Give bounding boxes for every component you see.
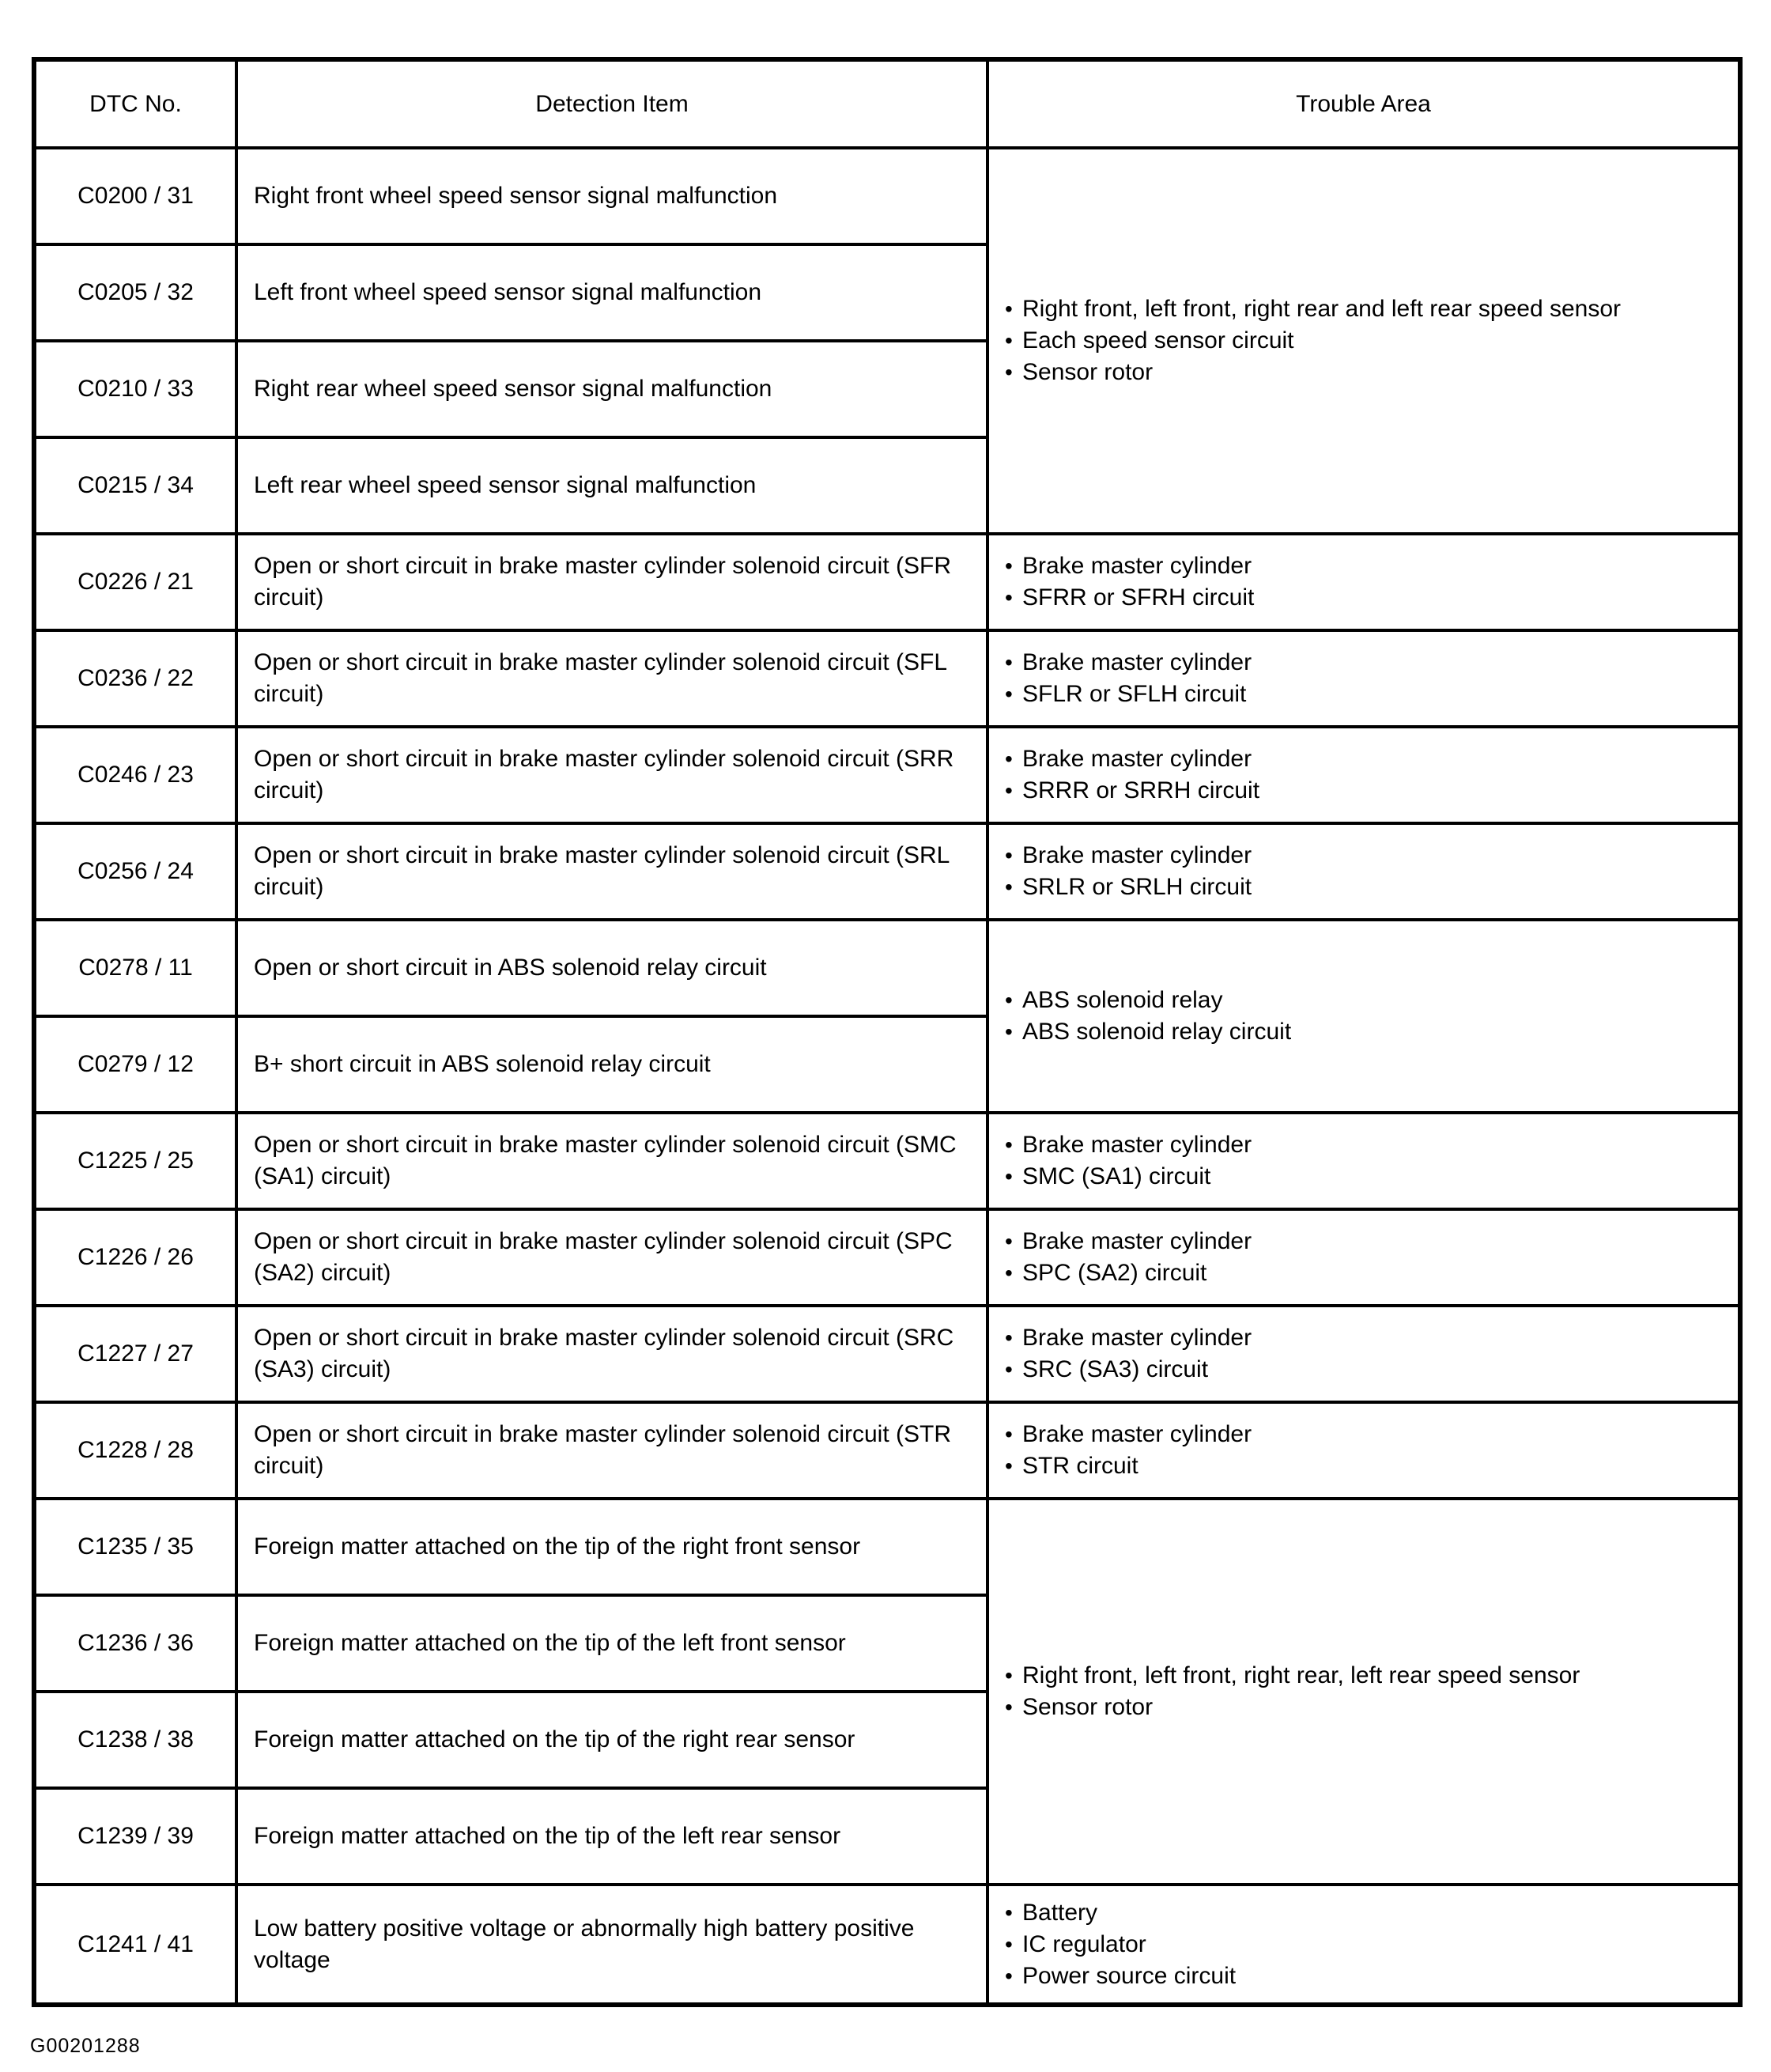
trouble-bullet-line [1005, 1897, 1727, 1929]
bullet-icon: • [1005, 328, 1013, 353]
footer-code: G00201288 [30, 2035, 141, 2057]
trouble-bullet-line [1005, 1450, 1727, 1482]
bullet-icon: • [1005, 778, 1013, 803]
trouble-text: ABS solenoid relay [1022, 987, 1223, 1013]
dtc-cell: C1235 / 35 [34, 1499, 236, 1595]
trouble-bullet-line [1005, 1354, 1727, 1386]
dtc-cell: C1236 / 36 [34, 1595, 236, 1692]
dtc-cell: C0226 / 21 [34, 534, 236, 630]
trouble-area-cell [987, 1306, 1740, 1402]
trouble-area-cell [987, 1885, 1740, 2005]
detection-item-cell: Open or short circuit in brake master cylinder solenoid circuit (SRL circuit) [236, 823, 987, 920]
trouble-bullet-line [1005, 1016, 1727, 1048]
header-row [34, 59, 1740, 148]
trouble-bullet-line [1005, 1322, 1727, 1354]
trouble-text: SFLR or SFLH circuit [1022, 681, 1247, 707]
trouble-text: Right front, left front, right rear and left rear speed sensor [1022, 296, 1622, 322]
trouble-area-cell [987, 727, 1740, 823]
trouble-bullet-line [1005, 1692, 1727, 1723]
dtc-cell: C0236 / 22 [34, 630, 236, 727]
dtc-cell: C0246 / 23 [34, 727, 236, 823]
header-detection-item: Detection Item [236, 59, 987, 148]
dtc-table [32, 57, 1743, 2007]
trouble-text: Each speed sensor circuit [1022, 327, 1294, 354]
table-row [34, 1499, 1740, 1595]
trouble-bullet-line [1005, 679, 1727, 710]
bullet-icon: • [1005, 1357, 1013, 1382]
bullet-icon: • [1005, 1019, 1013, 1044]
bullet-icon: • [1005, 1900, 1013, 1925]
header-dtc-no: DTC No. [34, 59, 236, 148]
table-row [34, 920, 1740, 1016]
trouble-bullet-line [1005, 357, 1727, 388]
trouble-area-cell [987, 823, 1740, 920]
dtc-cell: C0278 / 11 [34, 920, 236, 1016]
trouble-bullet-line [1005, 550, 1727, 582]
dtc-cell: C1238 / 38 [34, 1692, 236, 1788]
dtc-cell: C1226 / 26 [34, 1209, 236, 1306]
trouble-text: STR circuit [1022, 1453, 1138, 1479]
bullet-icon: • [1005, 1164, 1013, 1189]
bullet-icon: • [1005, 585, 1013, 610]
trouble-bullet-line [1005, 582, 1727, 614]
table-row [34, 727, 1740, 823]
detection-item-cell: Open or short circuit in brake master cylinder solenoid circuit (SRC (SA3) circuit) [236, 1306, 987, 1402]
dtc-cell: C1225 / 25 [34, 1113, 236, 1209]
table-row [34, 1306, 1740, 1402]
trouble-text: ABS solenoid relay circuit [1022, 1019, 1292, 1045]
detection-item-cell: Open or short circuit in brake master cylinder solenoid circuit (SFR circuit) [236, 534, 987, 630]
trouble-bullet-line [1005, 1226, 1727, 1257]
trouble-text: Sensor rotor [1022, 359, 1154, 385]
trouble-text: Brake master cylinder [1022, 1325, 1252, 1351]
bullet-icon: • [1005, 297, 1013, 321]
detection-item-cell: Right rear wheel speed sensor signal malfunction [236, 341, 987, 437]
bullet-icon: • [1005, 360, 1013, 384]
trouble-text: Brake master cylinder [1022, 1132, 1252, 1158]
trouble-text: SMC (SA1) circuit [1022, 1163, 1211, 1189]
trouble-text: Sensor rotor [1022, 1694, 1154, 1720]
bullet-icon: • [1005, 1663, 1013, 1688]
dtc-cell: C1241 / 41 [34, 1885, 236, 2005]
table-header [34, 59, 1740, 148]
trouble-bullet-line [1005, 840, 1727, 872]
detection-item-cell: Foreign matter attached on the tip of the left front sensor [236, 1595, 987, 1692]
table-row [34, 1209, 1740, 1306]
trouble-text: Brake master cylinder [1022, 553, 1252, 579]
trouble-bullet-line [1005, 1960, 1727, 1992]
table-row [34, 534, 1740, 630]
table-row [34, 1402, 1740, 1499]
detection-item-cell: Left front wheel speed sensor signal malfunction [236, 244, 987, 341]
trouble-bullet-line [1005, 1257, 1727, 1289]
bullet-icon: • [1005, 650, 1013, 675]
trouble-text: SRLR or SRLH circuit [1022, 874, 1252, 900]
detection-item-cell: Open or short circuit in brake master cylinder solenoid circuit (SRR circuit) [236, 727, 987, 823]
detection-item-cell: Right front wheel speed sensor signal malfunction [236, 148, 987, 244]
detection-item-cell: Open or short circuit in brake master cylinder solenoid circuit (SMC (SA1) circuit) [236, 1113, 987, 1209]
detection-item-cell: Left rear wheel speed sensor signal malfunction [236, 437, 987, 534]
detection-item-cell: Foreign matter attached on the tip of the left rear sensor [236, 1788, 987, 1885]
trouble-area-cell [987, 534, 1740, 630]
bullet-icon: • [1005, 1695, 1013, 1719]
bullet-icon: • [1005, 843, 1013, 868]
detection-item-cell: Open or short circuit in brake master cylinder solenoid circuit (SFL circuit) [236, 630, 987, 727]
trouble-text: SPC (SA2) circuit [1022, 1260, 1207, 1286]
trouble-text: Brake master cylinder [1022, 842, 1252, 868]
trouble-area-cell [987, 1209, 1740, 1306]
table-row [34, 630, 1740, 727]
trouble-text: Brake master cylinder [1022, 649, 1252, 675]
trouble-text: Power source circuit [1022, 1962, 1237, 1989]
header-trouble-area: Trouble Area [987, 59, 1740, 148]
bullet-icon: • [1005, 1422, 1013, 1446]
dtc-cell: C0200 / 31 [34, 148, 236, 244]
trouble-bullet-line [1005, 985, 1727, 1016]
detection-item-cell: Open or short circuit in brake master cylinder solenoid circuit (STR circuit) [236, 1402, 987, 1499]
trouble-bullet-line [1005, 1419, 1727, 1450]
trouble-text: Battery [1022, 1899, 1098, 1926]
dtc-cell: C1228 / 28 [34, 1402, 236, 1499]
detection-item-cell: Open or short circuit in ABS solenoid relay circuit [236, 920, 987, 1016]
trouble-bullet-line [1005, 647, 1727, 679]
dtc-cell: C1227 / 27 [34, 1306, 236, 1402]
trouble-bullet-line [1005, 775, 1727, 807]
trouble-bullet-line [1005, 1161, 1727, 1193]
trouble-text: Brake master cylinder [1022, 746, 1252, 772]
trouble-area-cell [987, 1499, 1740, 1885]
trouble-text: IC regulator [1022, 1930, 1146, 1957]
dtc-cell: C0256 / 24 [34, 823, 236, 920]
trouble-bullet-line [1005, 293, 1727, 325]
trouble-text: SFRR or SFRH circuit [1022, 584, 1255, 611]
bullet-icon: • [1005, 554, 1013, 578]
bullet-icon: • [1005, 1229, 1013, 1253]
table-row [34, 1113, 1740, 1209]
trouble-text: Brake master cylinder [1022, 1421, 1252, 1447]
trouble-bullet-line [1005, 1660, 1727, 1692]
trouble-bullet-line [1005, 743, 1727, 775]
table-row [34, 823, 1740, 920]
dtc-cell: C0205 / 32 [34, 244, 236, 341]
dtc-cell: C0210 / 33 [34, 341, 236, 437]
bullet-icon: • [1005, 988, 1013, 1012]
trouble-bullet-line [1005, 1929, 1727, 1960]
dtc-cell: C0279 / 12 [34, 1016, 236, 1113]
trouble-text: SRC (SA3) circuit [1022, 1356, 1209, 1382]
trouble-text: Right front, left front, right rear, left rear speed sensor [1022, 1662, 1580, 1688]
trouble-area-cell [987, 1113, 1740, 1209]
bullet-icon: • [1005, 1261, 1013, 1285]
detection-item-cell: Foreign matter attached on the tip of the right rear sensor [236, 1692, 987, 1788]
trouble-area-cell [987, 920, 1740, 1113]
trouble-bullet-line [1005, 1129, 1727, 1161]
bullet-icon: • [1005, 682, 1013, 706]
dtc-cell: C1239 / 39 [34, 1788, 236, 1885]
trouble-text: Brake master cylinder [1022, 1228, 1252, 1254]
dtc-cell: C0215 / 34 [34, 437, 236, 534]
trouble-text: SRRR or SRRH circuit [1022, 777, 1260, 803]
bullet-icon: • [1005, 747, 1013, 771]
detection-item-cell: Foreign matter attached on the tip of the right front sensor [236, 1499, 987, 1595]
table-body [34, 148, 1740, 2005]
bullet-icon: • [1005, 1325, 1013, 1350]
detection-item-cell: Low battery positive voltage or abnormally high battery positive voltage [236, 1885, 987, 2005]
trouble-bullet-line [1005, 325, 1727, 357]
trouble-bullet-line [1005, 872, 1727, 903]
bullet-icon: • [1005, 1454, 1013, 1478]
trouble-area-cell [987, 1402, 1740, 1499]
bullet-icon: • [1005, 1931, 1013, 1957]
trouble-area-cell [987, 148, 1740, 534]
bullet-icon: • [1005, 1963, 1013, 1988]
detection-item-cell: Open or short circuit in brake master cylinder solenoid circuit (SPC (SA2) circuit) [236, 1209, 987, 1306]
trouble-area-cell [987, 630, 1740, 727]
table-row [34, 148, 1740, 244]
table-row [34, 1885, 1740, 2005]
bullet-icon: • [1005, 875, 1013, 899]
bullet-icon: • [1005, 1132, 1013, 1157]
detection-item-cell: B+ short circuit in ABS solenoid relay circuit [236, 1016, 987, 1113]
